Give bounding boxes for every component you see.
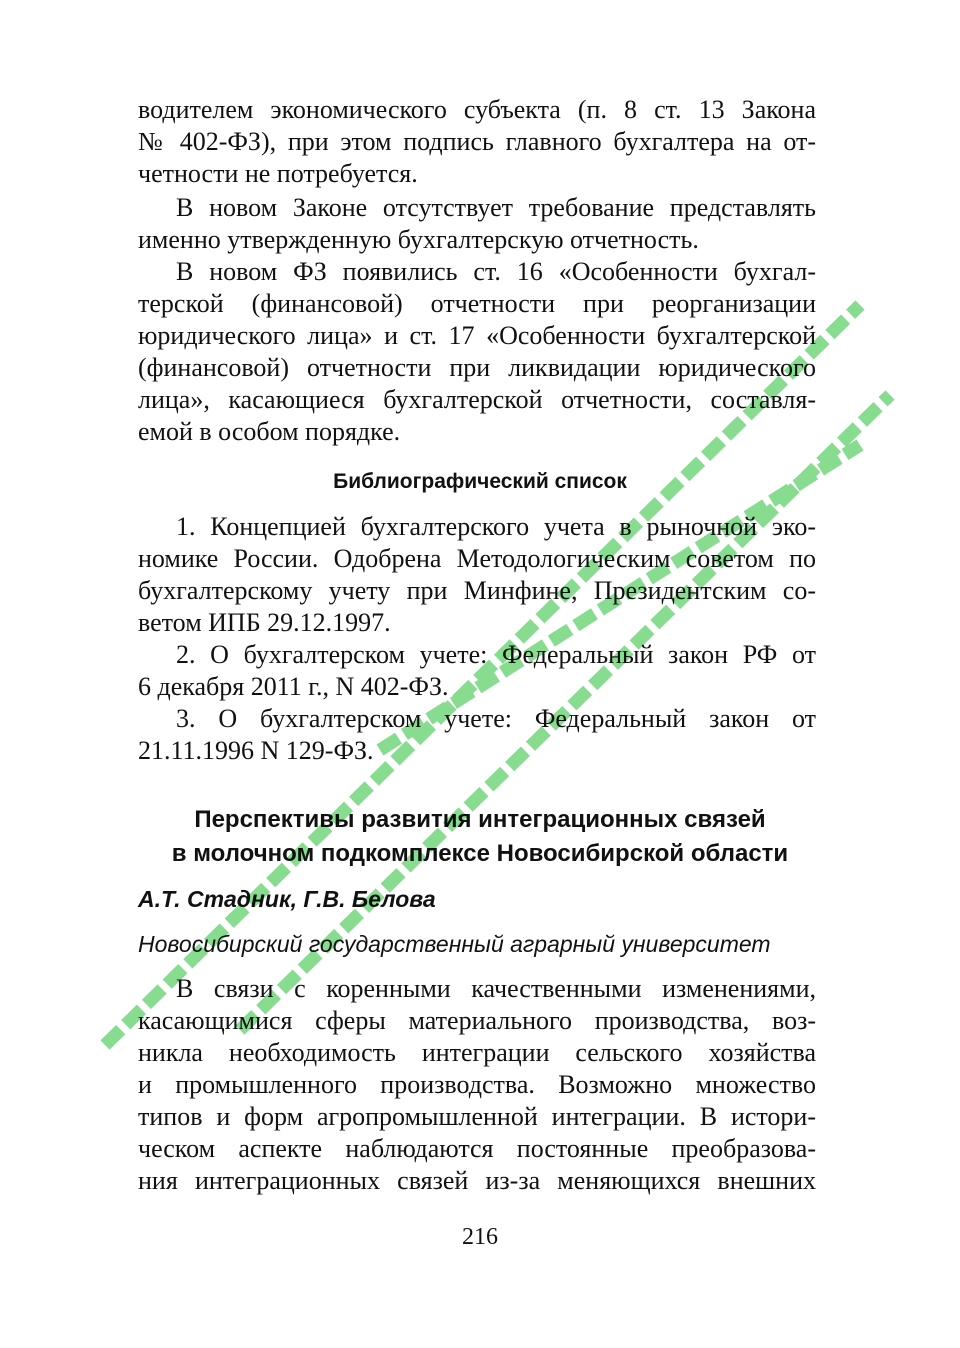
bibliography-item-line: 3. О бухгалтерском учете: Федеральный закон от [176, 704, 816, 733]
article-title-line: Перспективы развития интеграционных связей [194, 806, 766, 833]
text-line: № 402-ФЗ), при этом подпись главного бухгалтера на от- [138, 127, 816, 156]
body-line: типов и форм агропромышленной интеграции. В истори- [138, 1102, 816, 1131]
authors: А.Т. Стадник, Г.В. Белова [138, 886, 436, 912]
bibliography-item-line: 6 декабря 2011 г., N 402-ФЗ. [138, 672, 449, 701]
text-line: водителем экономического субъекта (п. 8 ст. 13 Закона [138, 95, 816, 124]
text-line: четности не потребуется. [138, 159, 418, 188]
bibliography-item-line: 1. Концепцией бухгалтерского учета в рыночной эко- [176, 512, 816, 541]
bibliography-item-line: ветом ИПБ 29.12.1997. [138, 608, 391, 637]
text-line: терской (финансовой) отчетности при реорганизации [138, 289, 816, 318]
bibliography-title: Библиографический список [333, 470, 627, 493]
text-line: лица», касающиеся бухгалтерской отчетности, составля- [138, 385, 816, 414]
body-line: ния интеграционных связей из-за меняющихся внешних [138, 1166, 816, 1195]
text-line: емой в особом порядке. [138, 417, 401, 446]
text-line: (финансовой) отчетности при ликвидации юридического [138, 353, 816, 382]
body-line: касающимися сферы материального производства, воз- [138, 1006, 816, 1035]
article-title-line: в молочном подкомплексе Новосибирской области [171, 840, 789, 867]
body-line: никла необходимость интеграции сельского хозяйства [138, 1038, 816, 1067]
text-line: именно утвержденную бухгалтерскую отчетность. [138, 225, 699, 254]
text-line: юридического лица» и ст. 17 «Особенности бухгалтерской [138, 321, 816, 350]
page-number: 216 [462, 1224, 498, 1250]
bibliography-item-line: 21.11.1996 N 129-ФЗ. [138, 736, 374, 765]
text-line: В новом ФЗ появились ст. 16 «Особенности бухгал- [176, 257, 816, 286]
bibliography-item-line: номике России. Одобрена Методологическим советом по [138, 544, 816, 573]
text-line: В новом Законе отсутствует требование представлять [176, 193, 816, 222]
body-line: ческом аспекте наблюдаются постоянные преобразова- [138, 1134, 816, 1163]
bibliography-item-line: 2. О бухгалтерском учете: Федеральный закон РФ от [176, 640, 816, 669]
body-line: В связи с коренными качественными изменениями, [176, 974, 816, 1003]
affiliation: Новосибирский государственный аграрный университет [138, 931, 771, 957]
body-line: и промышленного производства. Возможно множество [138, 1070, 816, 1099]
bibliography-item-line: бухгалтерскому учету при Минфине, Президентским со- [138, 576, 816, 605]
